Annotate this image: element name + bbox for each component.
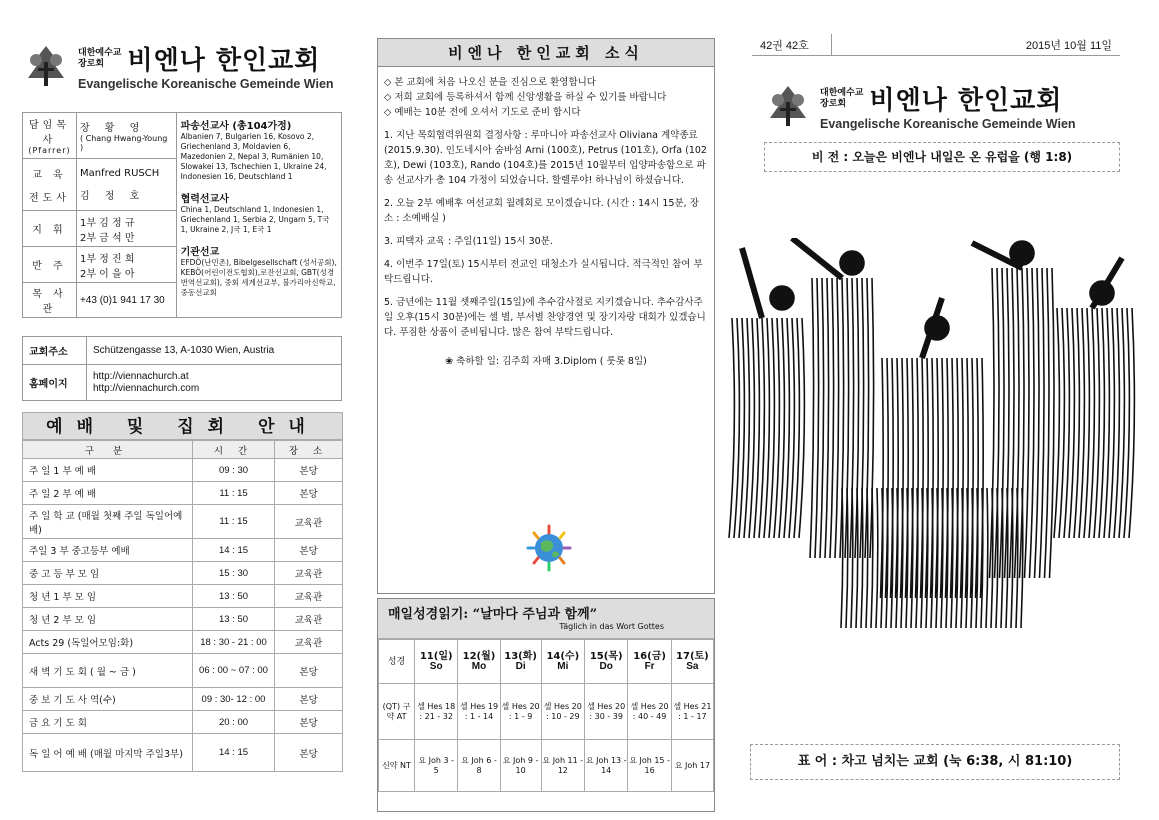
ot-reading: 셀 Hes 20 : 10 - 29	[541, 684, 584, 740]
nt-label: 신약 NT	[379, 740, 415, 792]
news-item: 3. 피택자 교육 : 주일(11일) 15시 30분.	[384, 236, 553, 247]
nt-reading: 요 Joh 9 - 10	[500, 740, 541, 792]
mural-arm	[792, 238, 842, 278]
conductor-label: 지 휘	[23, 211, 77, 247]
logo-right	[764, 80, 1076, 131]
schedule-row: 주 일 1 부 예 배 09 : 30 본당	[23, 459, 343, 482]
mural-stroke	[1001, 488, 1003, 628]
bible-day: 11(일) So	[415, 640, 458, 684]
denomination-line2: 장로회	[820, 98, 847, 109]
nt-reading: 요 Joh 3 - 5	[415, 740, 458, 792]
issue-header	[752, 34, 1120, 56]
website-links[interactable]	[87, 365, 342, 401]
denomination-line2: 장로회	[78, 58, 105, 69]
address-table	[22, 336, 342, 401]
schedule-row: 새 벽 기 도 회 ( 월 ~ 금 ) 06 : 00 ~ 07 : 00 본당	[23, 654, 343, 688]
schedule-row: 중 보 기 도 사 역(수) 09 : 30- 12 : 00 본당	[23, 688, 343, 711]
mural-stroke	[835, 278, 839, 558]
news-item: 4. 이번주 17일(토) 15시부터 전교인 대청소가 실시됩니다. 적극적인 참여 부탁드립니다.	[384, 259, 703, 285]
org-title: 기관선교	[180, 247, 220, 258]
accompanist-label: 반 주	[23, 247, 77, 283]
mural-stroke	[1040, 268, 1045, 578]
ot-reading: 셀 Hes 20 : 1 - 9	[500, 684, 541, 740]
schedule-header: 구 분	[23, 441, 193, 459]
logo-left	[22, 40, 334, 91]
missions-title: 파송선교사 (총104가정)	[180, 121, 292, 132]
ot-reading: 셀 Hes 20 : 40 - 49	[628, 684, 671, 740]
welcome-line: ◇ 저희 교회에 등록하셔서 함께 신앙생활을 하실 수 있기를 바랍니다	[384, 92, 667, 103]
church-name: 비엔나 한인교회	[869, 86, 1063, 116]
mural-stroke	[1021, 488, 1023, 628]
ot-reading: 셀 Hes 21 : 1 - 17	[671, 684, 713, 740]
denomination-line1: 대한예수교	[820, 87, 864, 98]
mural-head	[1010, 241, 1034, 265]
bible-reading-section	[377, 598, 715, 812]
schedule-row: 청 년 1 부 모 임 13 : 50 교육관	[23, 585, 343, 608]
org-text: EFDÖ(난민촌), Bibelgesellschaft (성서공회), KEBÖ(어린이전도협회),로잔선교회, GBT(성경번역선교회), 중회 세계선교부, 불가리아신학교,중동선교회	[180, 258, 337, 297]
bible-day: 17(토) Sa	[671, 640, 713, 684]
bible-table	[378, 639, 714, 792]
denomination-line1: 대한예수교	[78, 47, 122, 58]
church-name-german: Evangelische Koreanische Gemeinde Wien	[820, 117, 1076, 131]
address-value: Schützengasse 13, A-1030 Wien, Austria	[87, 337, 342, 365]
schedule-table	[22, 440, 343, 772]
issue-date: 2015년 10월 11일	[1025, 40, 1112, 52]
edu-label: 교 육 전도사	[23, 159, 77, 211]
news-section	[377, 38, 715, 594]
mural-stroke	[820, 278, 824, 558]
mural-stroke	[1054, 308, 1059, 538]
schedule-row: 독 일 어 예 배 (매월 마지막 주일3부) 14 : 15 본당	[23, 734, 343, 772]
church-logo-icon	[764, 82, 812, 130]
bible-day: 13(화) Di	[500, 640, 541, 684]
mural-stroke	[996, 488, 998, 628]
mural-stroke	[1045, 268, 1050, 578]
staff-table	[22, 112, 342, 318]
congrats-line: ❀ 축하할 일: 김주희 자매 3.Diplom ( 룻롯 8일)	[445, 356, 647, 367]
nt-reading: 요 Joh 11 - 12	[541, 740, 584, 792]
mural-stroke	[1030, 268, 1035, 578]
mural-head	[840, 251, 864, 275]
ot-reading: 셀 Hes 19 : 1 - 14	[458, 684, 500, 740]
volume-number: 42권 42호	[752, 34, 832, 55]
mural-stroke	[830, 278, 834, 558]
welcome-line: ◇ 본 교회에 처음 나오신 분을 진심으로 환영합니다	[384, 77, 596, 88]
mural-head	[770, 286, 794, 310]
globe-children-icon	[524, 523, 574, 573]
welcome-line: ◇ 예배는 10분 전에 오셔서 기도로 준비 합시다	[384, 107, 581, 118]
nt-reading: 요 Joh 17	[671, 740, 713, 792]
missions-text: Albanien 7, Bulgarien 16, Kosovo 2, Griechenland 3, Moldavien 6, Mazedonien 2, Nepal 3, Rumänien 10, Slowakei 13, Tschechien 1, Ukraine 24, Indonesien 16, Deutschland 1	[180, 132, 327, 181]
missions-cell	[176, 113, 341, 318]
schedule-header: 장 소	[275, 441, 343, 459]
pastor-label: 담임목사 (Pfarrer)	[23, 113, 77, 159]
schedule-row: 금 요 기 도 회 20 : 00 본당	[23, 711, 343, 734]
mural-head	[925, 316, 949, 340]
conductor-names: 1부 김 정 규 2부 금 석 만	[76, 211, 176, 247]
coop-text: China 1, Deutschland 1, Indonesien 1, Griechenland 1, Serbia 2, Ungarn 5, T국 1, Ukraine 2, J국 1, E국 1	[180, 205, 330, 234]
ot-reading: 셀 Hes 20 : 30 - 39	[585, 684, 628, 740]
bible-subtitle: Täglich in das Wort Gottes	[559, 622, 664, 631]
church-name: 비엔나 한인교회	[127, 46, 321, 76]
vision-box: 비 전 : 오늘은 비엔나 내일은 온 유럽을 (행 1:8)	[764, 142, 1120, 172]
website-link-com[interactable]: http://viennachurch.com	[93, 382, 200, 394]
bible-day: 12(월) Mo	[458, 640, 500, 684]
accompanist-names: 1부 정 진 희 2부 이 을 아	[76, 247, 176, 283]
edu-names: Manfred RUSCH 김 정 호	[76, 159, 176, 211]
mural-head	[1090, 281, 1114, 305]
news-item: 1. 지난 목회협력위원회 결정사항 : 루마니아 파송선교사 Oliviana 계약종료(2015.9.30). 인도네시아 숨바섬 Arni (100호), Petrus (101호), Orfa (102호), Dewi (103호), Rando (104호)를 2015년 10월부터 입양파송함으로 파송 선교사가 총 104 가정이 되었습니다. 할렐루야! 하나님이 하셨습니다.	[384, 130, 707, 186]
ot-reading: 셀 Hes 18 : 21 - 32	[415, 684, 458, 740]
bible-title: 매일성경읽기: “날마다 주님과 함께”	[388, 607, 598, 622]
mural-stroke	[1006, 488, 1008, 628]
mural-stroke	[1035, 268, 1040, 578]
schedule-row: 주일 3 부 중고등부 예배 14 : 15 본당	[23, 539, 343, 562]
mural-stroke	[729, 318, 734, 538]
news-item: 5. 금년에는 11월 셋째주일(15일)에 추수감사절로 지키겠습니다. 추수감사주일 오후(15시 30분)에는 셀 별, 부서별 찬양경연 및 장기자랑 대회가 있겠습니다. 푸짐한 상품이 준비됩니다. 많은 참여 부탁드립니다.	[384, 297, 706, 338]
coop-title: 협력선교사	[180, 194, 229, 205]
bible-day: 15(목) Do	[585, 640, 628, 684]
bible-day: 16(금) Fr	[628, 640, 671, 684]
mural-stroke	[1016, 488, 1018, 628]
schedule-row: 중 고 등 부 모 임 15 : 30 교육관	[23, 562, 343, 585]
news-item: 2. 오늘 2부 예배후 여선교회 월례회로 모이겠습니다. (시간 : 14시 15분, 장소 : 소예배실 )	[384, 198, 699, 224]
website-label: 홈페이지	[23, 365, 87, 401]
ot-label: (QT) 구약 AT	[379, 684, 415, 740]
mural-stroke	[815, 278, 819, 558]
mural-arm	[742, 248, 762, 318]
mural-stroke	[1025, 268, 1030, 578]
praise-mural-illustration	[722, 238, 1146, 638]
bible-row-label: 성경	[379, 640, 415, 684]
mural-stroke	[1011, 488, 1013, 628]
website-link-at[interactable]: http://viennachurch.at	[93, 370, 189, 382]
church-logo-icon	[22, 42, 70, 90]
mural-stroke	[825, 278, 829, 558]
mural-stroke	[1050, 268, 1055, 578]
parsonage-phone: +43 (0)1 941 17 30	[76, 283, 176, 318]
address-label: 교회주소	[23, 337, 87, 365]
schedule-section	[22, 412, 343, 772]
mural-stroke	[991, 488, 993, 628]
nt-reading: 요 Joh 15 - 16	[628, 740, 671, 792]
schedule-row: Acts 29 (독일어모임:화) 18 : 30 - 21 : 00 교육관	[23, 631, 343, 654]
news-title: 비엔나 한인교회 소식	[378, 39, 714, 67]
schedule-header: 시 간	[193, 441, 275, 459]
church-name-german: Evangelische Koreanische Gemeinde Wien	[78, 77, 334, 91]
mural-stroke	[876, 488, 878, 628]
mural-stroke	[986, 488, 988, 628]
bible-day: 14(수) Mi	[541, 640, 584, 684]
parsonage-label: 목 사 관	[23, 283, 77, 318]
schedule-row: 청 년 2 부 모 임 13 : 50 교육관	[23, 608, 343, 631]
pastor-name: 장 황 영 ( Chang Hwang-Young )	[76, 113, 176, 159]
motto-box: 표 어 : 차고 넘치는 교회 (눅 6:38, 시 81:10)	[750, 744, 1120, 780]
schedule-title: 예배 및 집회 안내	[22, 412, 343, 440]
nt-reading: 요 Joh 6 - 8	[458, 740, 500, 792]
mural-stroke	[810, 278, 814, 558]
schedule-row: 주 일 학 교 (매월 첫째 주일 독일어예배) 11 : 15 교육관	[23, 505, 343, 539]
schedule-row: 주 일 2 부 예 배 11 : 15 본당	[23, 482, 343, 505]
nt-reading: 요 Joh 13 - 14	[585, 740, 628, 792]
